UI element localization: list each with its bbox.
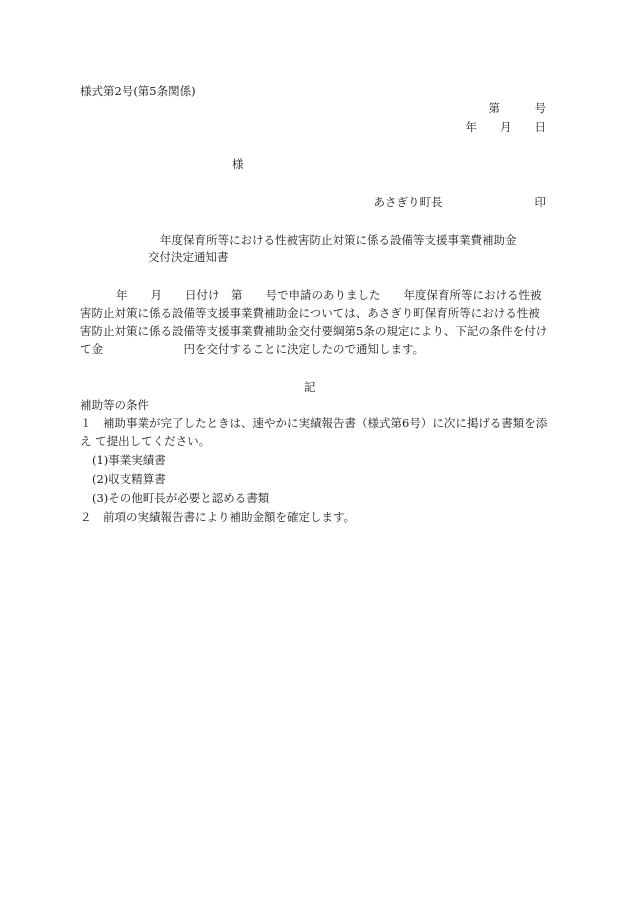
body-line-2: 害防止対策に係る設備等支援事業費補助金については、あさぎり町保育所等における性被	[80, 306, 540, 320]
ki-heading: 記	[304, 380, 316, 394]
document-number: 第 号	[488, 101, 546, 115]
conditions-heading: 補助等の条件	[80, 398, 149, 412]
condition-1-item-2: (2)収支精算書	[92, 472, 166, 486]
document-title-line2: 交付決定通知書	[148, 250, 229, 264]
condition-1-item-3: (3)その他町長が必要と認める書類	[92, 491, 270, 505]
document-date: 年 月 日	[465, 120, 546, 134]
body-line-1: 年 月 日付け 第 号で申請のありました 年度保育所等における性被	[116, 288, 542, 302]
condition-1-item-1: (1)事業実績書	[92, 453, 166, 467]
document-title-line1: 年度保育所等における性被害防止対策に係る設備等支援事業費補助金	[160, 233, 517, 247]
form-label: 様式第2号(第5条関係)	[80, 84, 196, 98]
condition-1-line2: え て提出してください。	[80, 434, 211, 448]
body-line-3: 害防止対策に係る設備等支援事業費補助金交付要綱第5条の規定により、下記の条件を付け	[80, 324, 548, 338]
body-line-4: て金 円を交付することに決定したので通知します。	[80, 342, 425, 356]
condition-2: ２ 前項の実績報告書により補助金額を確定します。	[80, 510, 356, 524]
condition-1-line1: １ 補助事業が完了したときは、速やかに実績報告書（様式第6号）に次に掲げる書類を添	[80, 416, 548, 430]
addressee-suffix: 様	[232, 157, 244, 171]
sender-line: あさぎり町長 印	[373, 195, 546, 209]
